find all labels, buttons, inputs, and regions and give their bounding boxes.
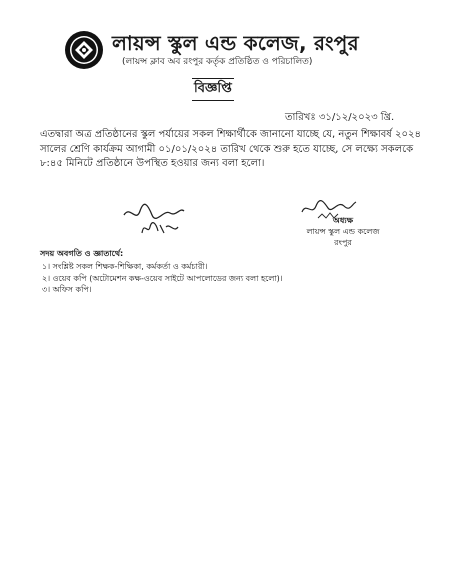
signatory-role: অধ্যক্ষ [332, 216, 354, 225]
handwritten-signature-left [120, 201, 190, 239]
notice-title: বিজ্ঞপ্তি [192, 78, 234, 101]
lions-club-logo [64, 30, 104, 70]
body-line: ৮:৪৫ মিনিটে প্রতিষ্ঠানে উপস্থিত হওয়ার জন্য বলা হলো। [40, 158, 265, 169]
signatory-block [283, 215, 403, 248]
list-item: ১। সংশ্লিষ্ট সকল শিক্ষক-শিক্ষিকা, কর্মকর্তা ও কর্মচারী। [42, 262, 208, 271]
distribution-list [42, 261, 283, 296]
notice-body [40, 128, 421, 172]
body-line: এতদ্বারা অত্র প্রতিষ্ঠানের স্কুল পর্যায়ের সকল শিক্ষার্থীকে জানানো যাচ্ছে যে, নতুন শিক্ষাবর্ষ ২০২৪ [40, 129, 421, 140]
notice-date: তারিখঃ ৩১/১২/২০২৩ খ্রি. [285, 112, 395, 123]
signatory-institution: লায়ন্স স্কুল এন্ড কলেজ [306, 227, 380, 236]
body-line: সালের শ্রেণি কার্যক্রম আগামী ০১/০১/২০২৪ তারিখ থেকে শুরু হতে যাচ্ছে, সে লক্ষ্যে সকলকে [40, 143, 414, 155]
institution-name: লায়ন্স স্কুল এন্ড কলেজ, রংপুর [112, 31, 359, 55]
distribution-heading: সদয় অবগতি ও জ্ঞাতার্থে: [40, 249, 124, 258]
list-item: ২। ওয়েব কপি (অটোমেশন কক্ষ-ওয়েব সাইটে আপলোডের জন্য বলা হলো)। [42, 273, 283, 283]
signatory-city: রংপুর [334, 238, 352, 247]
institution-subtitle: (লায়ন্স ক্লাব অব রংপুর কর্তৃক প্রতিষ্ঠিত ও পরিচালিত) [122, 57, 313, 67]
list-item: ৩। অফিস কপি। [42, 285, 92, 294]
